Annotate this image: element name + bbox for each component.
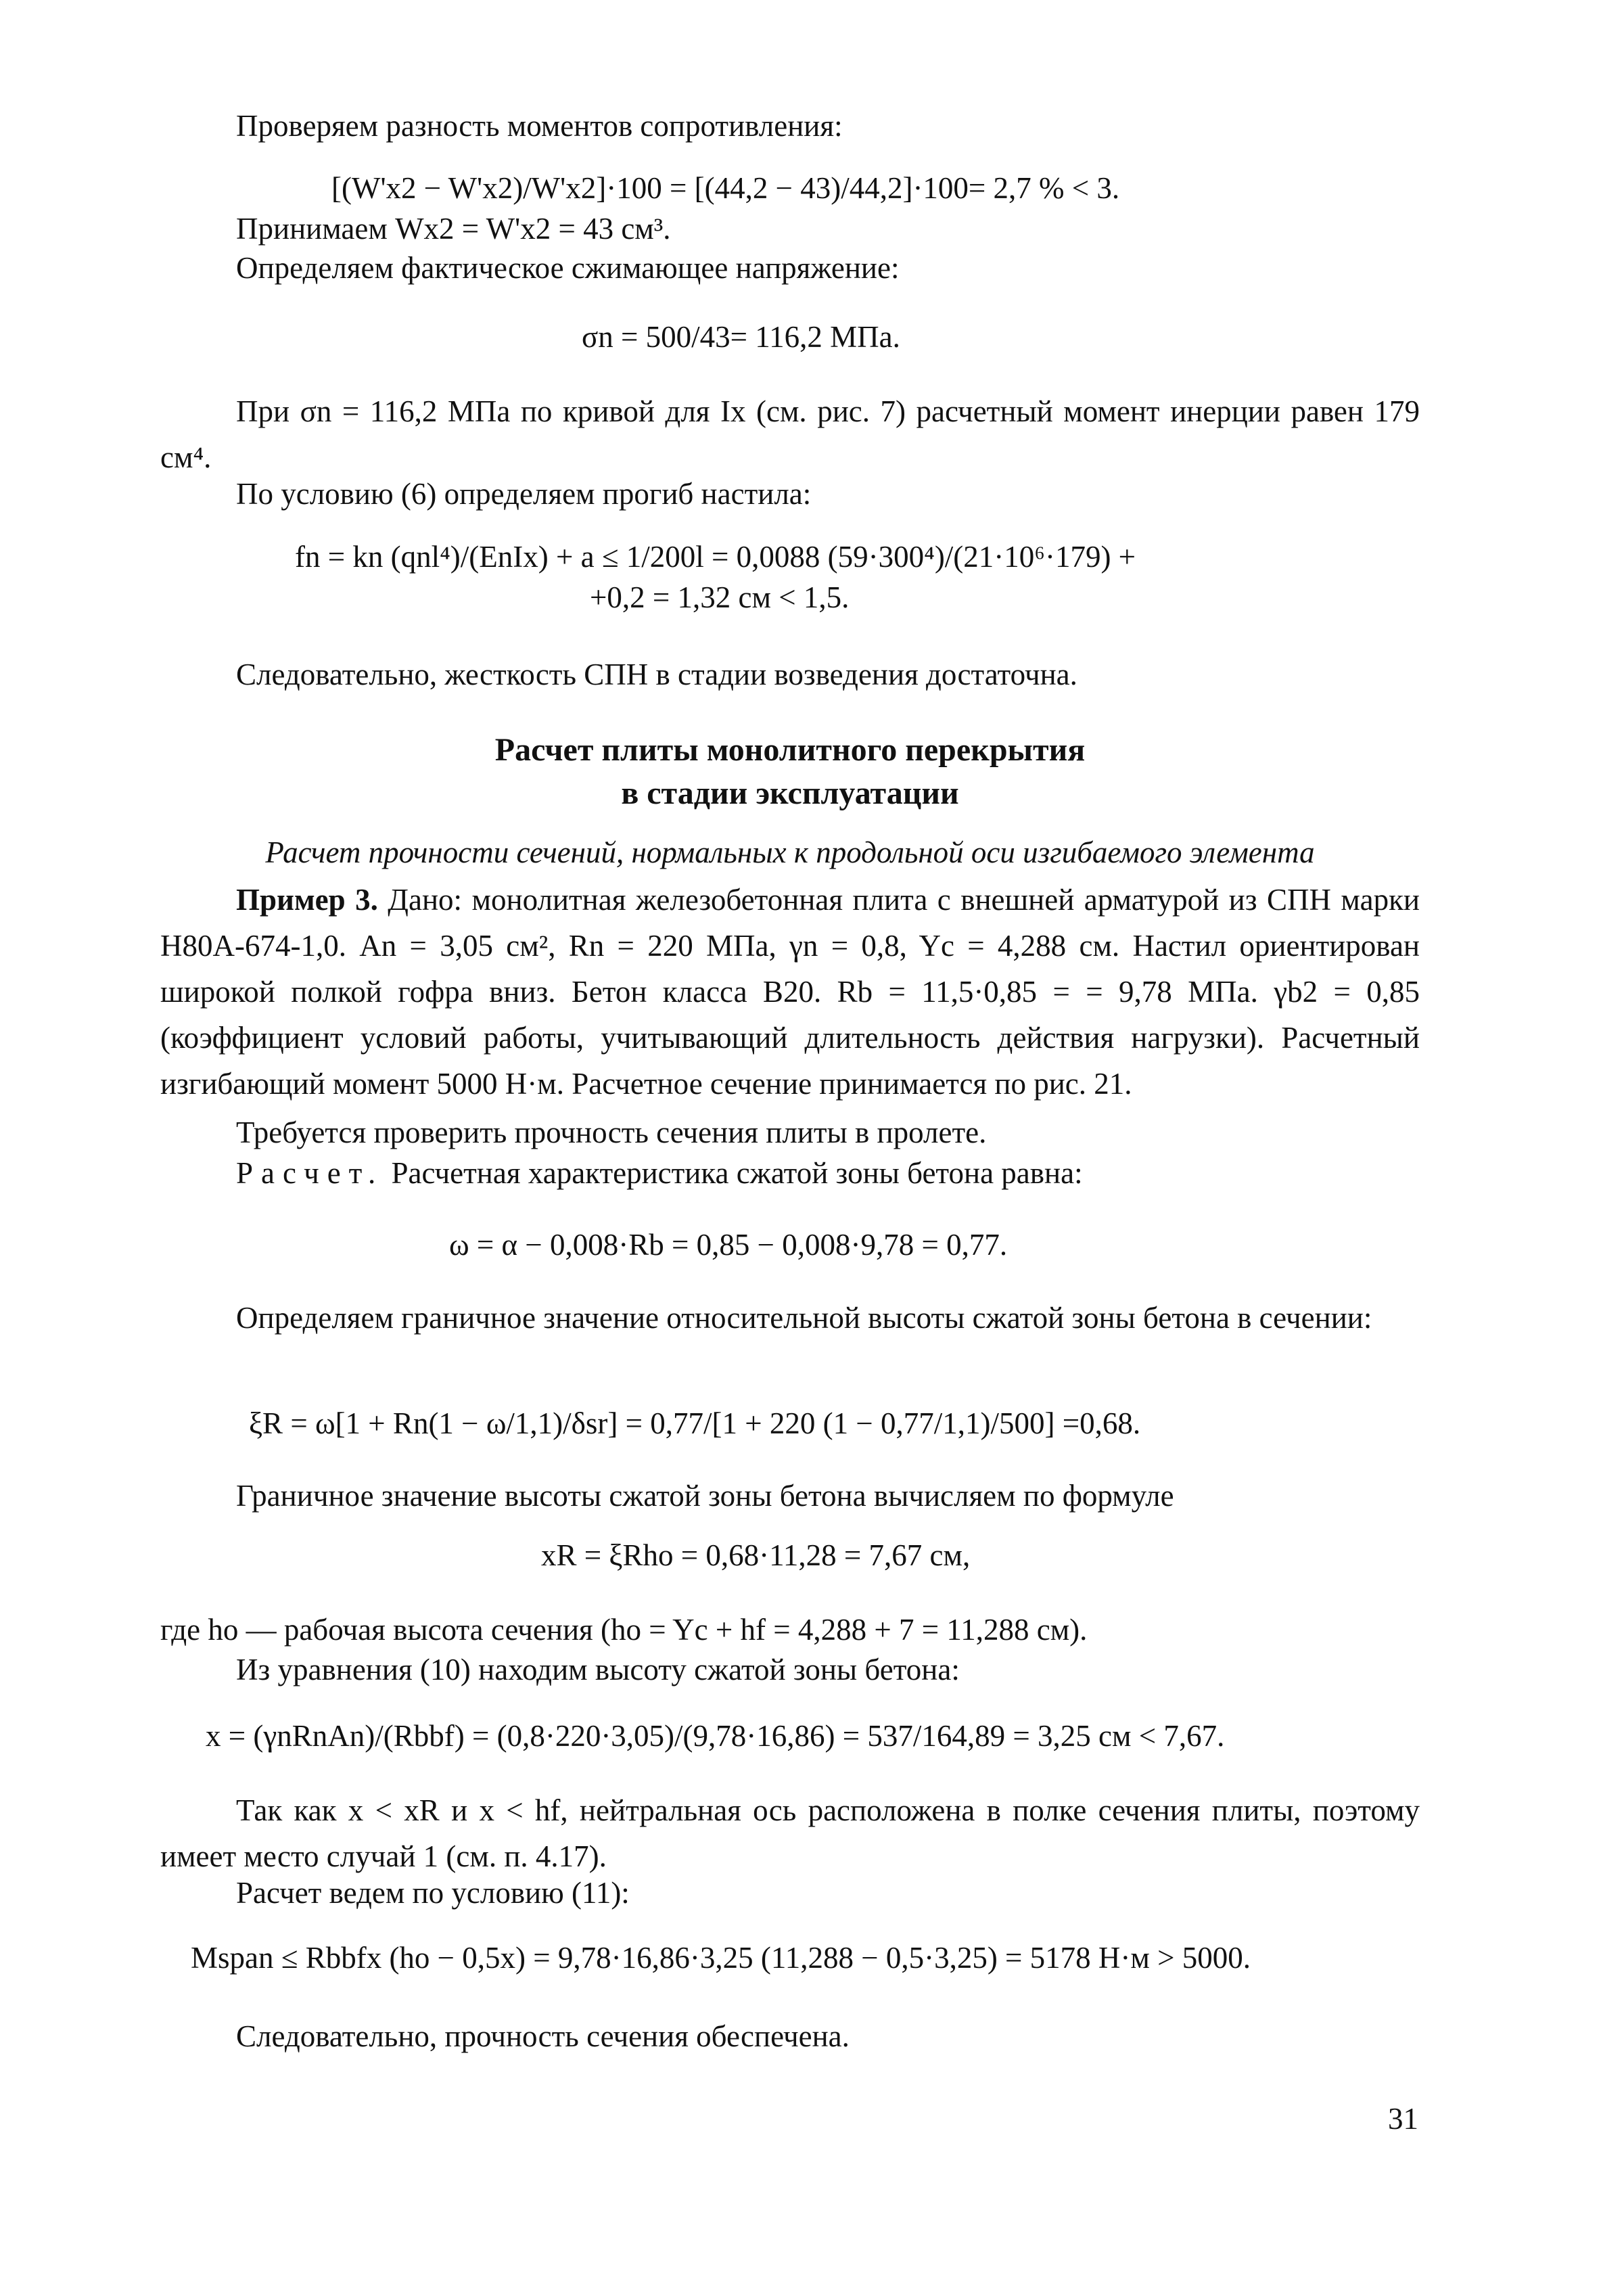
formula-xi-r: ξR = ω[1 + Rn(1 − ω/1,1)/δsr] = 0,77/[1 + 220 (1 − 0,77/1,1)/500] =0,68. [249,1406,1141,1440]
page-number: 31 [1388,2102,1418,2136]
formula-x: x = (γnRnAn)/(Rbbf) = (0,8·220·3,05)/(9,78·16,86) = 537/164,89 = 3,25 см < 7,67. [206,1719,1225,1753]
paragraph-condition-11: Расчет ведем по условию (11): [236,1876,630,1910]
paragraph-check-difference: Проверяем разность моментов сопротивления: [236,109,843,143]
paragraph-neutral-axis: Так как x < xR и x < hf, нейтральная ось расположена в полке сечения плиты, поэтому имеет место случай 1 (см. п. 4.17). [160,1793,1420,1873]
formula-omega: ω = α − 0,008·Rb = 0,85 − 0,008·9,78 = 0,77. [449,1228,1008,1262]
paragraph-calculation [160,1150,1420,1196]
paragraph-deflection: По условию (6) определяем прогиб настила: [236,477,812,511]
paragraph-equation-10: Из уравнения (10) находим высоту сжатой зоны бетона: [236,1653,960,1686]
paragraph-working-height: где ho — рабочая высота сечения (ho = Yc + hf = 4,288 + 7 = 11,288 см). [160,1613,1088,1647]
formula-sigma: σn = 500/43= 116,2 МПа. [582,320,900,354]
formula-difference: [(W'x2 − W'x2)/W'x2]·100 = [(44,2 − 43)/44,2]·100= 2,7 % < 3. [331,171,1120,205]
formula-deflection-line2: +0,2 = 1,32 см < 1,5. [590,580,850,614]
paragraph-inertia: При σn = 116,2 МПа по кривой для Ix (см. рис. 7) расчетный момент инерции равен 179 см⁴. [160,394,1420,474]
calculation-label: Расчет. [236,1156,384,1190]
example-label: Пример 3. [236,883,378,917]
example-text: Дано: монолитная железобетонная плита с внешней арматурой из СПН марки Н80А-674-1,0. An = 3,05 см², Rn = 220 МПа, γn = 0,8, Yc = 4,288 см. Настил ориентирован широкой полкой гофра вниз. Бетон класса В20. Rb = 11,5·0,85 = = 9,78 МПа. γb2 = 0,85 (коэффициент условий работы, учитывающий длительность действия нагрузки). Расчетный изгибающий момент 5000 Н·м. Расчетное сечение принимается по рис. 21. [160,883,1420,1101]
paragraph-stress: Определяем фактическое сжимающее напряжение: [236,251,900,285]
paragraph-stiffness-conclusion: Следовательно, жесткость СПН в стадии возведения достаточна. [236,658,1077,691]
paragraph-requirement: Требуется проверить прочность сечения плиты в пролете. [236,1116,987,1149]
formula-deflection-line1: fn = kn (qnl⁴)/(EnIx) + a ≤ 1/200l = 0,0088 (59·300⁴)/(21·10⁶·179) + [295,540,1136,574]
paragraph-boundary-height: Граничное значение высоты сжатой зоны бетона вычисляем по формуле [236,1479,1174,1513]
paragraph-boundary-relative: Определяем граничное значение относительной высоты сжатой зоны бетона в сечении: [236,1301,1372,1335]
formula-x-r: xR = ξRho = 0,68·11,28 = 7,67 см, [541,1538,971,1572]
paragraph-example-3 [160,877,1420,1107]
paragraph-strength-conclusion: Следовательно, прочность сечения обеспечена. [236,2019,850,2053]
calculation-text: Расчетная характеристика сжатой зоны бетона равна: [391,1156,1083,1190]
paragraph-accept-w: Принимаем Wx2 = W'x2 = 43 см³. [236,212,671,246]
subsection-heading: Расчет прочности сечений, нормальных к продольной оси изгибаемого элемента [265,835,1315,869]
section-heading-line2: в стадии эксплуатации [621,775,959,811]
formula-m-span: Mspan ≤ Rbbfx (ho − 0,5x) = 9,78·16,86·3,25 (11,288 − 0,5·3,25) = 5178 Н·м > 5000. [191,1941,1251,1975]
section-heading-line1: Расчет плиты монолитного перекрытия [494,732,1086,768]
